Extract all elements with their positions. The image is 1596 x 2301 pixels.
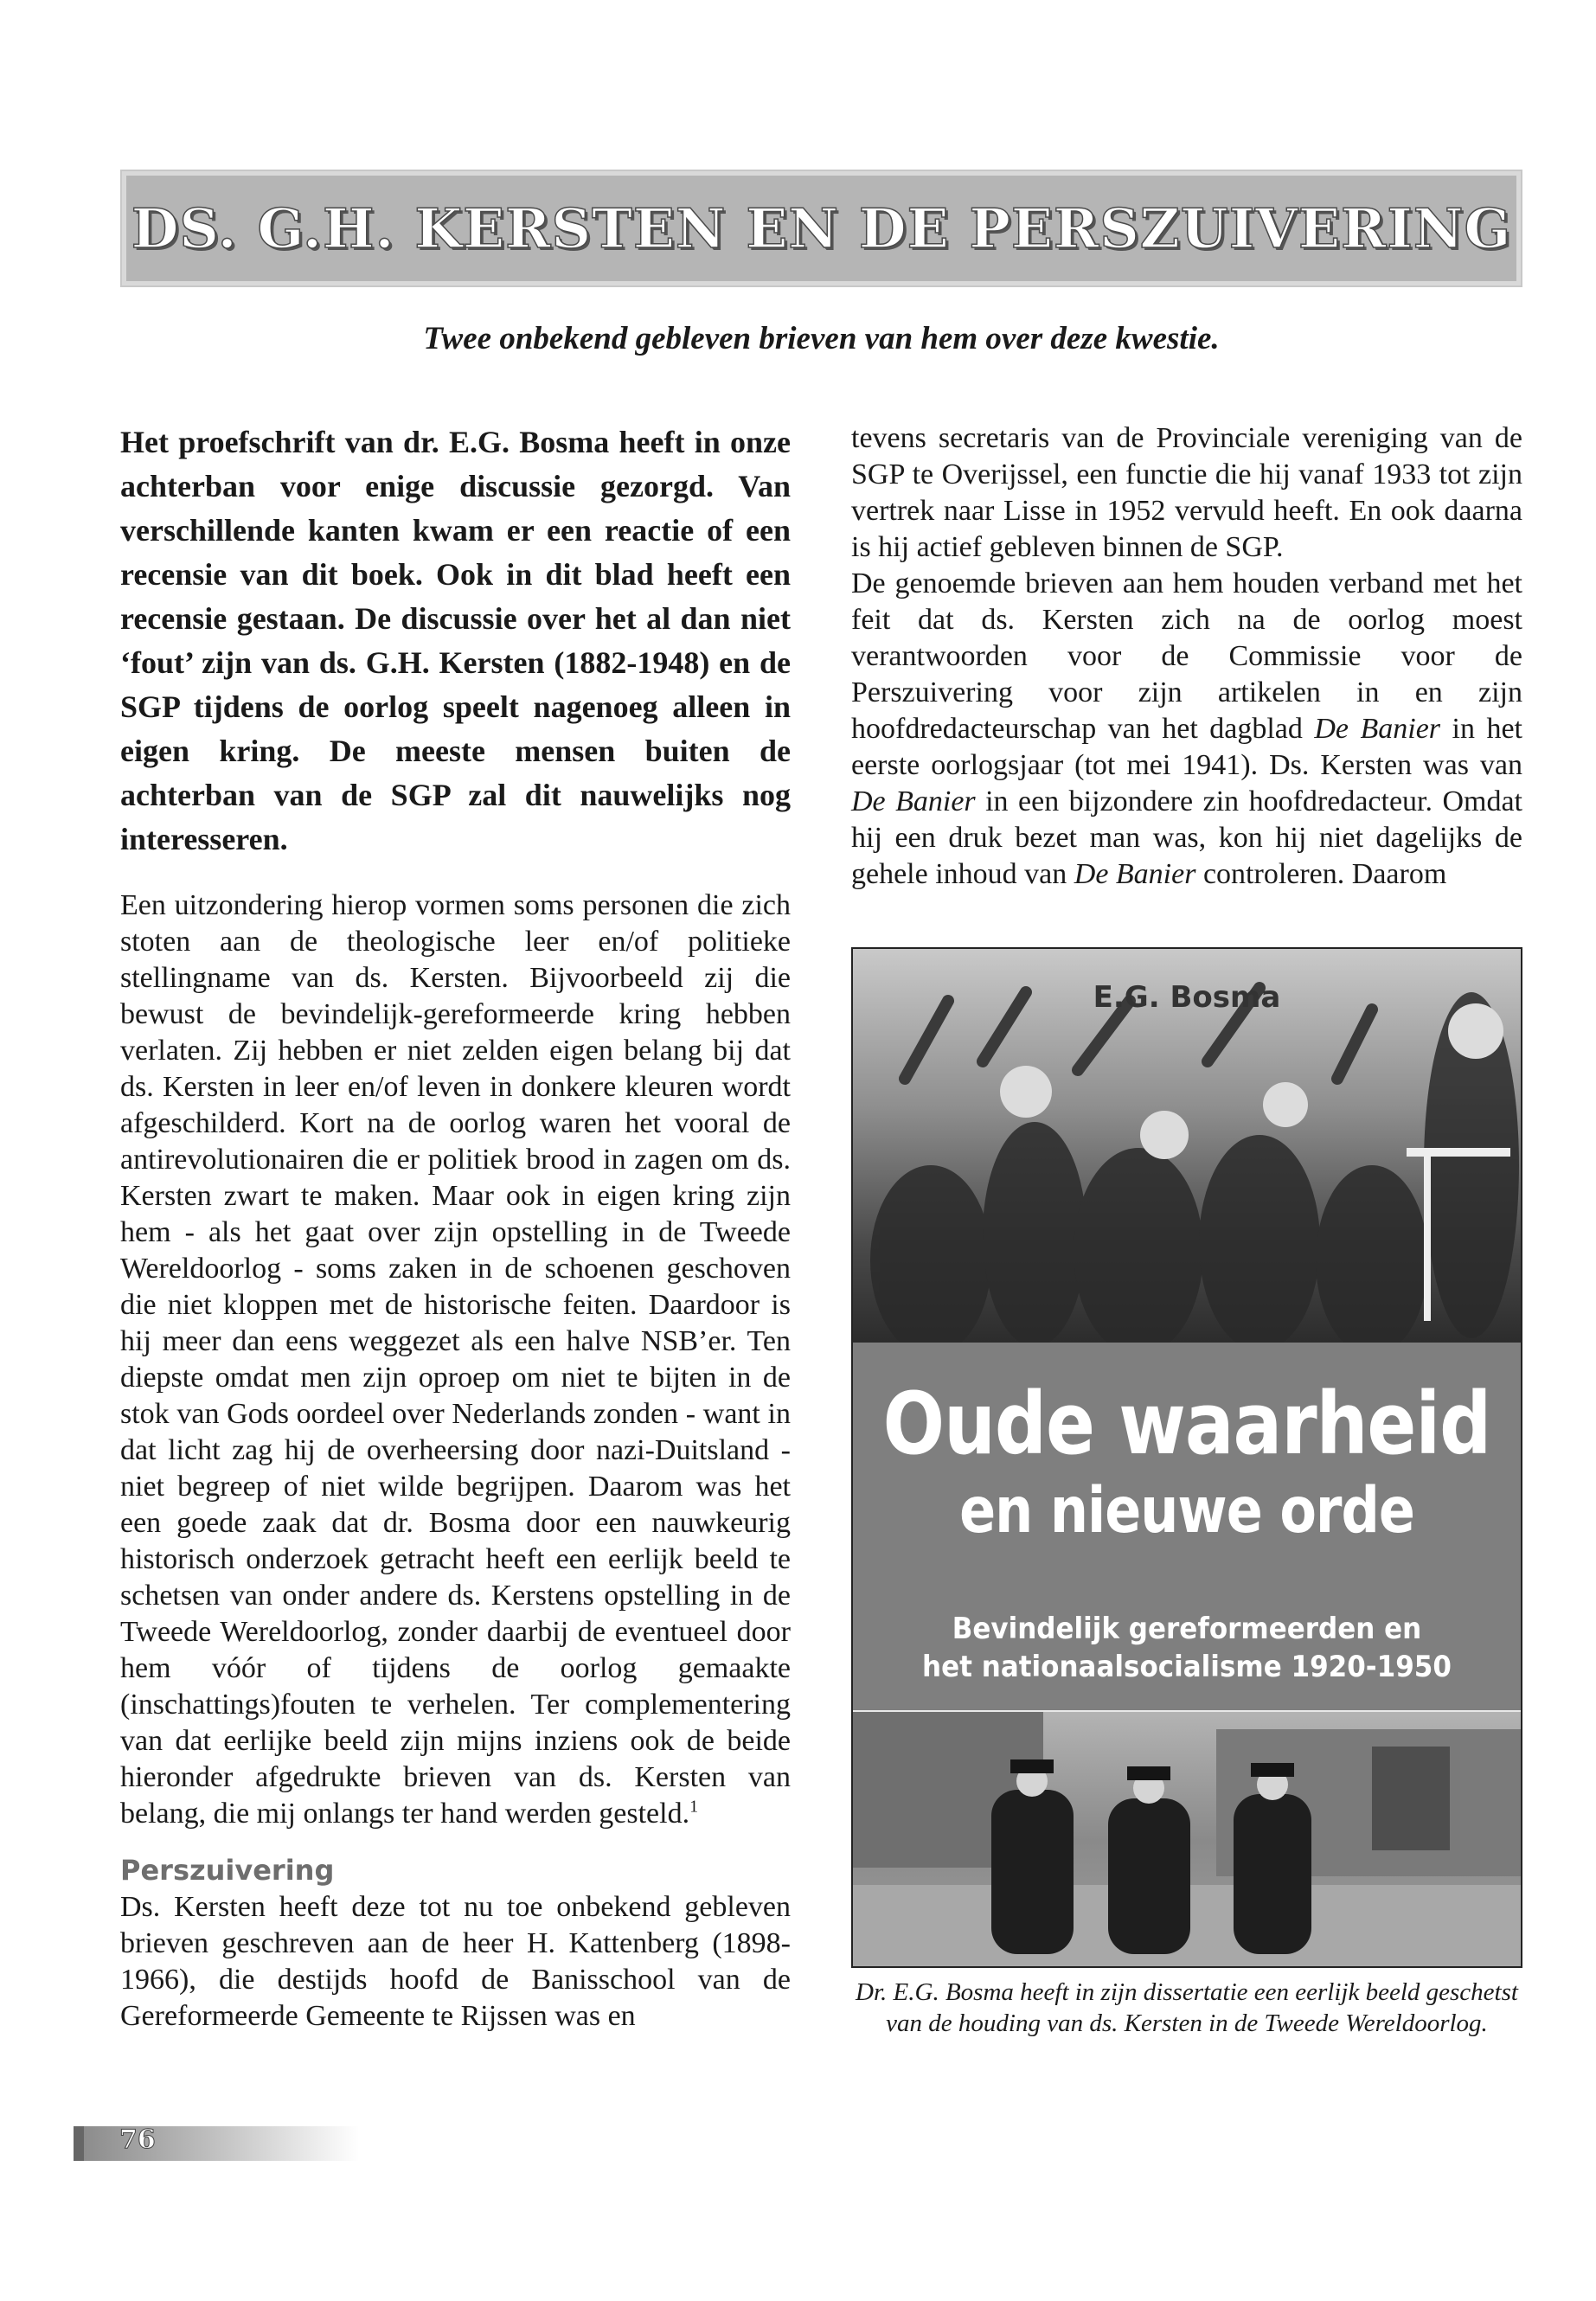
body-paragraph bbox=[120, 888, 791, 1832]
street-photo bbox=[853, 1712, 1521, 1968]
title-banner bbox=[120, 170, 1522, 287]
newspaper-name: De Banier bbox=[851, 785, 976, 817]
cover-subtitle-line1: Bevindelijk gereformeerden en bbox=[952, 1612, 1422, 1646]
page-number: 76 bbox=[119, 2125, 156, 2155]
body-paragraph: tevens secretaris van de Provinciale vereniging van de SGP te Overijssel, een functie die hij vanaf 1933 tot zijn vertrek naar Lisse in 1952 vervuld heeft. En ook daarna is hij actief gebleven binnen de SGP. bbox=[851, 422, 1522, 563]
article-subtitle: Twee onbekend gebleven brieven van hem over deze kwestie. bbox=[423, 321, 1220, 356]
body-paragraph: Ds. Kersten heeft deze tot nu toe onbekend gebleven brieven geschreven aan de heer H. Kattenberg (1898-1966), die destijds hoofd de Banisschool van de Gereformeerde Gemeente te Rijssen was en bbox=[120, 1891, 791, 2032]
cover-title-line1: Oude waarheid bbox=[882, 1374, 1491, 1474]
article-title: DS. G.H. KERSTEN EN DE PERSZUIVERING bbox=[131, 196, 1512, 260]
cover-author: E.G. Bosma bbox=[1093, 980, 1281, 1015]
intro-paragraph: Het proefschrift van dr. E.G. Bosma heeft in onze achterban voor enige discussie gezorgd. Van verschillende kanten kwam er een reactie of een recensie van dit boek. Ook in dit blad heeft een recensie gestaan. De discussie over het al dan niet ‘fout’ zijn van ds. G.H. Kersten (1882-1948) en de SGP tijdens de oorlog speelt nagenoeg alleen in eigen kring. De meeste mensen buiten de achterban van de SGP zal dit nauwelijks nog interesseren. bbox=[120, 425, 791, 856]
text-run: in een bijzondere zin hoofdredacteur. Omdat hij een druk bezet man was, kon hij niet dagelijks de gehele inhoud van bbox=[851, 785, 1523, 890]
street-illustration bbox=[853, 1712, 1522, 1968]
newspaper-name: De Banier bbox=[1074, 858, 1196, 890]
cover-title-line2: en nieuwe orde bbox=[959, 1472, 1414, 1548]
section-heading: Perszuivering bbox=[120, 1854, 335, 1887]
right-column bbox=[851, 420, 1522, 907]
crowd-photo bbox=[853, 949, 1521, 1343]
book-cover-image bbox=[851, 947, 1522, 1968]
text-run: controleren. Daarom bbox=[1195, 858, 1447, 890]
newspaper-name: De Banier bbox=[1314, 713, 1441, 745]
page-bar-edge bbox=[74, 2126, 84, 2161]
footnote-ref: 1 bbox=[689, 1797, 699, 1817]
cover-subtitle-line2: het nationaalsocialisme 1920-1950 bbox=[922, 1650, 1452, 1684]
text-run: in het eerste oorlogsjaar (tot mei 1941). Ds. Kersten was van bbox=[851, 713, 1522, 781]
left-column bbox=[120, 420, 791, 2048]
figure-caption: Dr. E.G. Bosma heeft in zijn dissertatie een eerlijk beeld geschetst van de houding van ds. Kersten in de Tweede Wereldoorlog. bbox=[856, 1978, 1518, 2037]
body-paragraph-text: Een uitzondering hierop vormen soms personen die zich stoten aan de theologische leer en/of politieke stellingname van ds. Kersten. Bijvoorbeeld zij die bewust de bevindelijk-gereformeerde kring hebben verlaten. Zij hebben er niet zelden eigen belang bij dat ds. Kersten in leer en/of leven in donkere kleuren wordt afgeschilderd. Kort na de oorlog waren het vooral de antirevolutionairen die er politiek brood in zagen om ds. Kersten zwart te maken. Maar ook in eigen kring zijn hem - als het gaat over zijn opstelling in de Tweede Wereldoorlog - soms zaken in de schoenen geschoven die niet kloppen met de historische feiten. Daardoor is hij meer dan eens weggezet als een halve NSB’er. Ten diepste omdat men zijn oproep om niet te bijten in de stok van Gods oordeel over Nederlands zonden - want in dat licht zag hij de overheersing door nazi-Duitsland - niet begreep of niet wilde begrijpen. Daarom was het een goede zaak dat dr. Bosma door een nauwkeurig historisch onderzoek getracht heeft een eerlijk beeld te schetsen van onder andere ds. Kerstens opstelling in de Tweede Wereldoorlog, zonder daarbij de eventueel door hem vóór of tijdens de oorlog gemaakte (inschattings)fouten te verhelen. Ter complementering van dat eerlijke beeld zijn mijns inziens ook de beide hieronder afgedrukte brieven van ds. Kersten van belang, die mij onlangs ter hand werden gesteld. bbox=[120, 889, 791, 1830]
page-number-bar bbox=[74, 2126, 359, 2161]
text-run: De genoemde brieven aan hem houden verband met het feit dat ds. Kersten zich na de oorlog moest verantwoorden voor de Commissie voor de Perszuivering voor zijn artikelen in en zijn hoofdredacteurschap van het dagblad bbox=[851, 567, 1522, 745]
body-paragraph bbox=[851, 566, 1522, 893]
